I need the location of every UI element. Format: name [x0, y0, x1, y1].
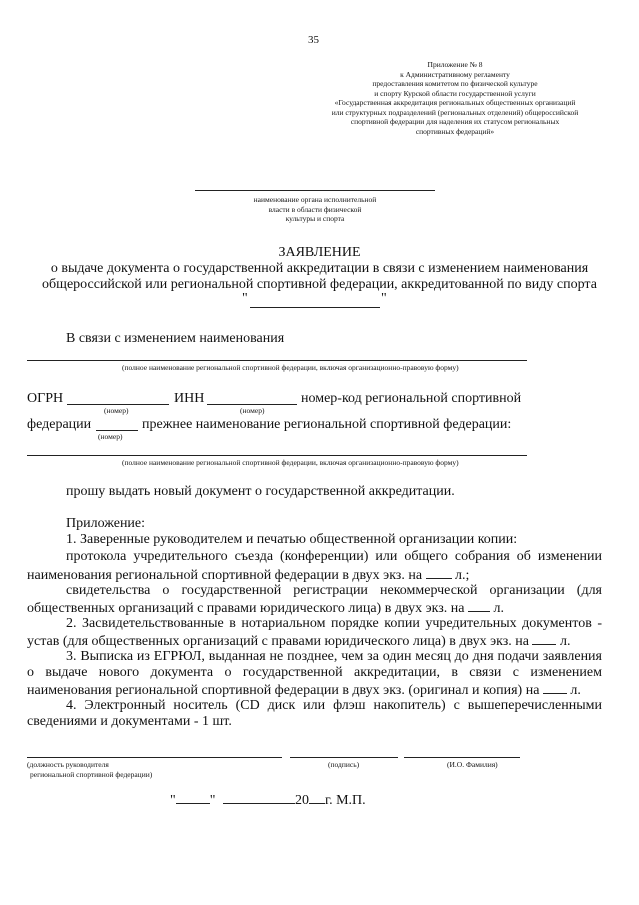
- full-name-hint: (полное наименование региональной спортивной федерации, включая организационно-правовую форму): [122, 363, 459, 372]
- attachment-item-1c-line1: свидетельства о государственной регистрации некоммерческой организации (для: [66, 583, 602, 598]
- date-quote-open: ": [170, 793, 176, 808]
- ogrn-label: ОГРН: [27, 391, 64, 406]
- attachments-heading: Приложение:: [66, 516, 146, 531]
- attachment-item-3-line1: 3. Выписка из ЕГРЮЛ, выданная не позднее, чем за один месяц до дня подачи заявления: [66, 649, 602, 664]
- year-suffix: г. М.П.: [324, 793, 366, 808]
- attachment-item-3-line2: о выдаче нового документа о государственной аккредитации, в связи с изменением: [27, 665, 602, 680]
- attachment-item-2-line1: 2. Засвидетельствованные в нотариальном порядке копии учредительных документов -: [66, 616, 602, 631]
- item-1b-pages-field: [426, 566, 452, 579]
- request-text: прошу выдать новый документ о государственной аккредитации.: [66, 484, 455, 499]
- item-2-pages-field: [532, 632, 556, 645]
- attachment-item-3-line3: [27, 681, 581, 699]
- ogrn-field: [67, 404, 169, 405]
- appendix-line: предоставления комитетом по физической культуре: [372, 79, 538, 88]
- item-1b-suffix: л.;: [455, 568, 470, 583]
- attachment-item-1b-line1: протокола учредительного съезда (конференции) или общего собрания об изменении: [66, 549, 602, 564]
- document-title: ЗАЯВЛЕНИЕ: [278, 245, 361, 260]
- position-hint-2: региональной спортивной федерации): [30, 770, 153, 779]
- item-1c-suffix: л.: [493, 601, 504, 616]
- appendix-line: к Административному регламенту: [400, 69, 510, 79]
- year-field: [309, 791, 325, 804]
- attachment-item-2-line2: [27, 632, 570, 650]
- full-name-signature-line: [404, 757, 520, 758]
- position-line: [27, 757, 282, 758]
- sport-quote-close: ": [381, 291, 387, 306]
- authority-hint-line: культуры и спорта: [285, 214, 345, 223]
- inn-field: [207, 404, 297, 405]
- authority-hint: [215, 195, 415, 224]
- item-2-suffix: л.: [559, 634, 571, 649]
- item-1c-pages-field: [468, 599, 490, 612]
- year-prefix: 20: [294, 793, 309, 808]
- federation-code-field: [96, 430, 138, 431]
- sport-name-line: [250, 307, 380, 308]
- signature-line: [290, 757, 398, 758]
- day-field: [176, 791, 210, 804]
- attachment-item-1c-line2: [27, 599, 504, 617]
- appendix-line: спортивных федераций»: [415, 126, 495, 136]
- appendix-line: Приложение № 8: [427, 60, 483, 69]
- appendix-block: [300, 60, 610, 136]
- federation-label: федерации: [27, 417, 92, 432]
- sport-quote-open: ": [242, 291, 248, 306]
- number-code-text: номер-код региональной спортивной: [301, 391, 522, 406]
- authority-hint-line: наименование органа исполнительной: [253, 195, 377, 204]
- authority-hint-line: власти в области физической: [268, 204, 362, 214]
- item-3-pages-field: [543, 681, 567, 694]
- subtitle-line-1: о выдаче документа о государственной аккредитации в связи с изменением наименования: [50, 261, 589, 276]
- date-quote-close: ": [209, 793, 216, 808]
- attachment-item-4-line1: 4. Электронный носитель (CD диск или флэш накопитель) с вышеперечисленными: [66, 698, 602, 713]
- name-hint: (И.О. Фамилия): [447, 760, 498, 769]
- signature-hint: (подпись): [328, 760, 360, 769]
- item-2-text: устав (для общественных организаций с правами юридического лица) в двух экз. на: [27, 634, 529, 649]
- appendix-line: и спорту Курской области государственной услуги: [374, 88, 536, 98]
- appendix-line: спортивной федерации для наделения их статусом региональных: [350, 117, 560, 126]
- appendix-line: или структурных подразделений (региональных отделений) общероссийской: [331, 107, 579, 117]
- item-1b-text: наименования региональной спортивной федерации в двух экз. на: [27, 568, 423, 583]
- item-1c-text: общественных организаций с правами юридического лица) в двух экз. на: [27, 601, 465, 616]
- attachment-item-4-line2: сведениями и документами - 1 шт.: [27, 714, 232, 729]
- appendix-line: «Государственная аккредитация региональных общественных организаций: [334, 98, 576, 107]
- date-line: [170, 791, 366, 809]
- former-name-text: прежнее наименование региональной спортивной федерации:: [142, 417, 512, 432]
- former-name-hint: (полное наименование региональной спортивной федерации, включая организационно-правовую форму): [122, 458, 459, 467]
- full-name-line: [27, 360, 527, 361]
- attachment-item-1: 1. Заверенные руководителем и печатью общественной организации копии:: [66, 532, 518, 547]
- item-3-suffix: л.: [570, 683, 581, 698]
- former-name-line: [27, 455, 527, 456]
- ogrn-hint: (номер): [104, 406, 129, 415]
- inn-hint: (номер): [240, 406, 265, 415]
- intro-text: В связи с изменением наименования: [66, 331, 285, 346]
- inn-label: ИНН: [174, 391, 205, 406]
- authority-name-line: [195, 190, 435, 191]
- attachment-item-1b-line2: [27, 566, 469, 584]
- subtitle-line-2: общероссийской или региональной спортивной федерации, аккредитованной по виду спорта: [42, 277, 597, 292]
- month-field: [223, 791, 295, 804]
- page-number: 35: [308, 34, 319, 46]
- federation-code-hint: (номер): [98, 432, 123, 441]
- position-hint-1: (должность руководителя: [27, 760, 109, 769]
- item-3-text: наименования региональной спортивной федерации в двух экз. (оригинал и копия) на: [27, 683, 540, 698]
